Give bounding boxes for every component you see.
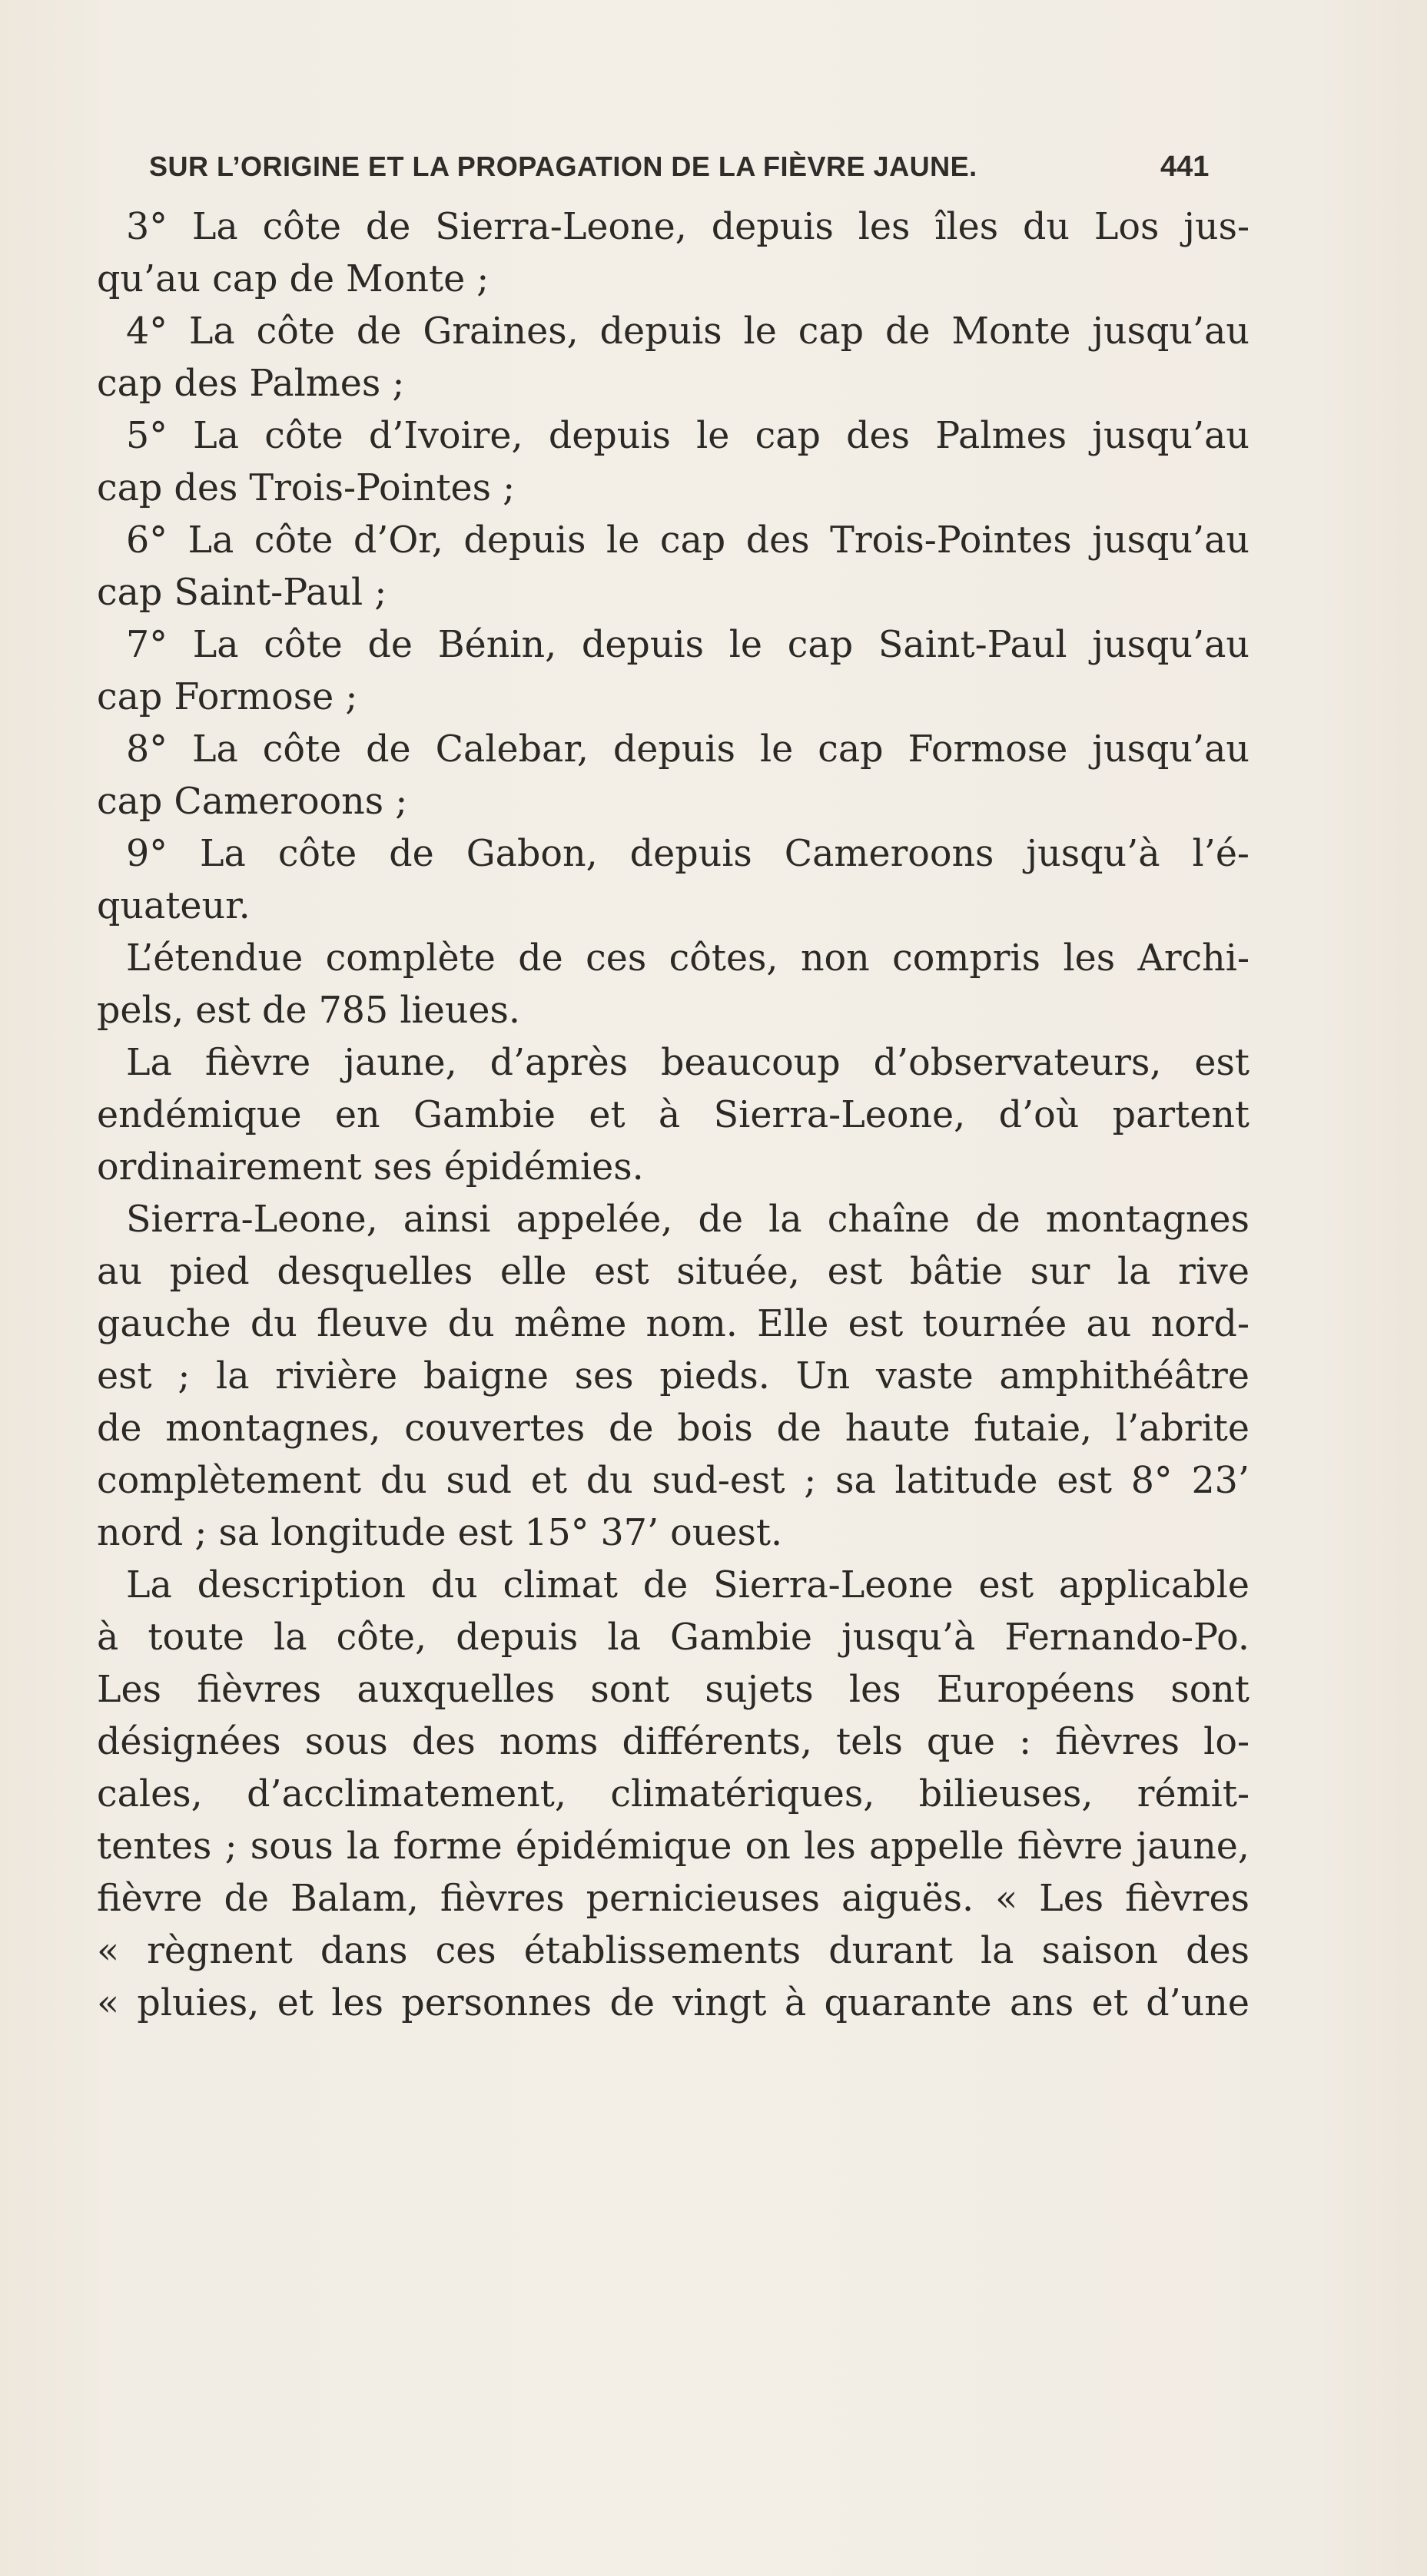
text-line: nord ; sa longitude est 15° 37’ ouest. (97, 1512, 783, 1554)
text-line: quateur. (97, 885, 251, 927)
page-number: 441 (1160, 151, 1210, 183)
text-line: « pluies, et les personnes de vingt à quarante ans et d’une (97, 1982, 1249, 2024)
text-line: 5° La côte d’Ivoire, depuis le cap des Palmes jusqu’au (126, 415, 1249, 457)
text-line: de montagnes, couvertes de bois de haute futaie, l’abrite (97, 1407, 1249, 1450)
text-line: à toute la côte, depuis la Gambie jusqu’à Fernando-Po. (97, 1616, 1249, 1659)
text-line: gauche du fleuve du même nom. Elle est tournée au nord- (97, 1303, 1249, 1345)
text-line: 6° La côte d’Or, depuis le cap des Trois-Pointes jusqu’au (126, 519, 1249, 562)
text-line: fièvre de Balam, fièvres pernicieuses aiguës. « Les fièvres (97, 1878, 1249, 1920)
text-line: 3° La côte de Sierra-Leone, depuis les îles du Los jus- (126, 206, 1249, 248)
text-line: endémique en Gambie et à Sierra-Leone, d’où partent (97, 1094, 1249, 1136)
running-head: SUR L’ORIGINE ET LA PROPAGATION DE LA FIÈVRE JAUNE. (149, 151, 977, 182)
text-line: cap des Trois-Pointes ; (97, 467, 516, 509)
text-line: La fièvre jaune, d’après beaucoup d’observateurs, est (126, 1042, 1249, 1084)
text-line: tentes ; sous la forme épidémique on les appelle fièvre jaune, (97, 1825, 1249, 1868)
text-line: Les fièvres auxquelles sont sujets les Européens sont (97, 1669, 1249, 1711)
text-line: pels, est de 785 lieues. (97, 990, 521, 1032)
text-line: 7° La côte de Bénin, depuis le cap Saint-Paul jusqu’au (126, 624, 1249, 666)
text-line: L’étendue complète de ces côtes, non compris les Archi- (126, 937, 1249, 980)
text-line: Sierra-Leone, ainsi appelée, de la chaîne de montagnes (126, 1198, 1249, 1241)
text-line: qu’au cap de Monte ; (97, 258, 489, 300)
text-line: complètement du sud et du sud-est ; sa latitude est 8° 23’ (97, 1460, 1249, 1502)
text-line: cap Cameroons ; (97, 781, 408, 823)
text-line: cap Saint-Paul ; (97, 572, 387, 614)
text-line: 4° La côte de Graines, depuis le cap de Monte jusqu’au (126, 310, 1249, 353)
text-line: cap Formose ; (97, 676, 358, 718)
text-line: 9° La côte de Gabon, depuis Cameroons jusqu’à l’é- (126, 833, 1249, 875)
text-line: La description du climat de Sierra-Leone est applicable (126, 1564, 1249, 1606)
text-line: ordinairement ses épidémies. (97, 1146, 644, 1189)
text-line: cales, d’acclimatement, climatériques, bilieuses, rémit- (97, 1773, 1249, 1815)
text-line: désignées sous des noms différents, tels que : fièvres lo- (97, 1721, 1249, 1763)
text-line: au pied desquelles elle est située, est bâtie sur la rive (97, 1251, 1249, 1293)
text-line: 8° La côte de Calebar, depuis le cap Formose jusqu’au (126, 728, 1249, 771)
text-line: est ; la rivière baigne ses pieds. Un vaste amphithéâtre (97, 1355, 1249, 1397)
body-text (97, 201, 1249, 2030)
text-line: « règnent dans ces établissements durant la saison des (97, 1930, 1249, 1972)
text-line: cap des Palmes ; (97, 363, 405, 405)
